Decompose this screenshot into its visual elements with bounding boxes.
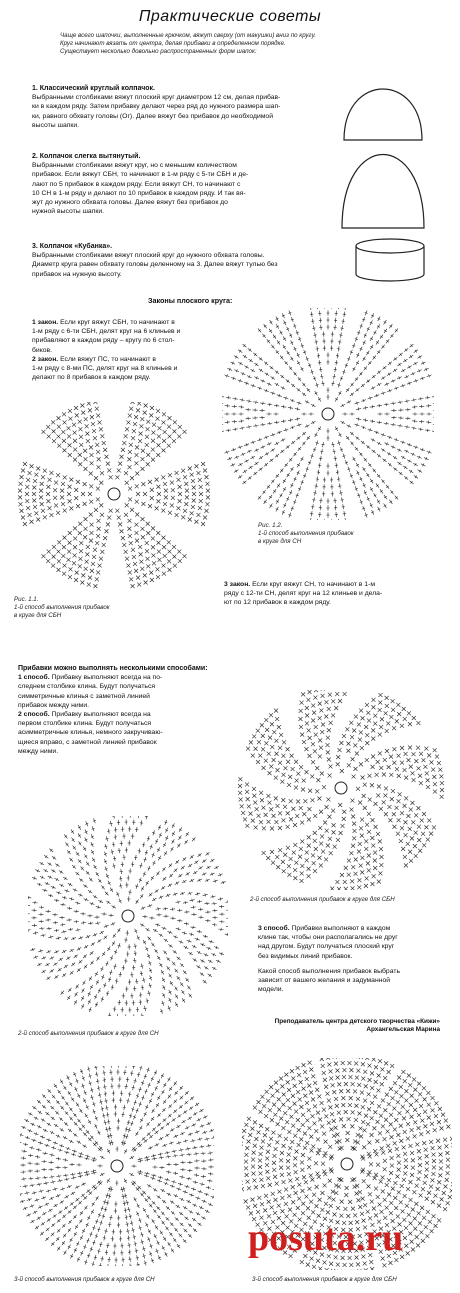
hat-1-line: ки в каждом ряду. Затем прибавку делают через ряд до нужного размера шап-	[32, 103, 281, 111]
hat-1-line: Выбранными столбиками вяжут плоский круг диаметром 12 см, делая прибав-	[32, 94, 281, 102]
hat-3-line: прибавок на нужную высоту.	[32, 270, 122, 278]
method-3-line: клине так, чтобы они располагались не друг	[258, 934, 398, 942]
fig-1-2-number: Рис. 1.2.	[258, 522, 283, 529]
law-1-line: биков.	[32, 346, 53, 354]
method-3-section	[258, 924, 454, 994]
hat-2-section	[32, 152, 322, 216]
fig-1-1-diagram	[14, 402, 214, 592]
author-name: Архангельская Марина	[366, 1026, 440, 1034]
method-1-line: симметричные клинья с заметной линией	[18, 692, 150, 700]
center-ring	[122, 910, 134, 922]
hat-3-heading: 3. Колпачок «Кубанка».	[32, 243, 113, 250]
intro-text	[60, 32, 410, 57]
method-2-label: 2 способ.	[18, 711, 50, 719]
fig-1-1-line: в круге для СБН	[14, 612, 62, 619]
hat-dome-drawing	[340, 82, 426, 144]
method-2-line: асимметричные клинья, немного закручиваю-	[18, 729, 163, 737]
law-1-line: прибавляют в каждом ряду – кругу по 6 стол-	[32, 337, 175, 345]
law-1-line: Если круг вяжут СБН, то начинают в	[58, 319, 175, 326]
choice-line: Какой способ выполнения прибавок выбрать	[258, 967, 400, 975]
fig-1-2-line: в круге для СН	[258, 538, 302, 545]
fig-1-2-diagram	[222, 308, 434, 520]
method-2-sn-diagram	[28, 816, 228, 1016]
method-2-line: между ними.	[18, 747, 59, 755]
choice-line: модели.	[258, 986, 284, 994]
hat-kubanka-drawing	[352, 236, 428, 284]
method-2-sbn-caption: 2-й способ выполнения прибавок в круге для СБН	[250, 896, 395, 903]
method-2-line: первом столбике клина. Будут получаться	[18, 720, 152, 728]
watermark: posuta.ru	[248, 1217, 404, 1259]
method-3-sn-diagram	[20, 1066, 214, 1266]
law-2-line: 1-м ряду с 8-ми ПС, делят круг на 8 клиньев и	[32, 365, 178, 373]
method-3-sn-caption: 3-й способ выполнения прибавок в круге для СН	[14, 1276, 155, 1283]
law-1-line: 1-м ряду с 6-ти СБН, делят круг на 6 клиньев и	[32, 328, 181, 336]
hat-2-line: Выбранными столбиками вяжут круг, но с меньшим количеством	[32, 162, 237, 170]
hat-3-line: Диаметр круга равен обхвату головы деленному на 3. Далее вяжут тулью без	[32, 261, 278, 269]
method-3-sbn-caption: 3-й способ выполнения прибавок в круге для СБН	[252, 1276, 397, 1283]
hat-3-section	[32, 242, 362, 279]
intro-line: Существует несколько довольно распространенных форм шапок:	[60, 48, 257, 56]
laws-heading: Законы плоского круга:	[148, 296, 233, 305]
hat-1-heading: 1. Классический круглый колпачок.	[32, 85, 155, 92]
hat-2-line: 10 СН в 1-м ряду и делают по 10 прибавок в каждом ряду. И так вя-	[32, 189, 246, 197]
law-2-line: Если вяжут ПС, то начинают в	[58, 355, 156, 363]
hat-3-line: Выбранными столбиками вяжут плоский круг до нужного обхвата головы.	[32, 252, 265, 260]
method-2-sbn-diagram	[236, 690, 446, 890]
hat-elongated-drawing	[338, 150, 428, 232]
author-block	[0, 1018, 440, 1035]
center-ring	[108, 488, 120, 500]
fig-1-1-number: Рис. 1.1.	[14, 596, 39, 603]
hat-2-line: жут до нужного обхвата головы. Далее вяжут без прибавок до	[32, 199, 228, 207]
center-ring	[335, 782, 347, 794]
method-2-line: Прибавку выполняют всегда на	[49, 711, 151, 719]
fig-1-2-line: 1-й способ выполнения прибавок	[258, 530, 354, 537]
method-1-label: 1 способ.	[18, 674, 50, 682]
page-title: Практические советы	[138, 8, 322, 25]
choice-line: зависит от вашего желания и задуманной	[258, 977, 391, 985]
method-3-line: Прибавки выполняют в каждом	[289, 925, 391, 932]
law-3-line: ряду с 12-ти СН, делят круг на 12 клиньев и дела-	[224, 590, 383, 598]
hat-2-line: нужной высоты шапки.	[32, 208, 105, 216]
hat-1-line: ки, равного обхвату головы (Ог). Далее вяжут без прибавок до необходимой	[32, 112, 273, 120]
center-ring	[341, 1158, 353, 1170]
author-affiliation: Преподаватель центра детского творчества «Кижи»	[274, 1018, 440, 1025]
law-2-line: делают по 8 прибавок в каждом ряду.	[32, 374, 151, 382]
hat-2-heading: 2. Колпачок слегка вытянутый.	[32, 153, 141, 160]
intro-line: Чаще всего шапочки, выполненные крючком, вяжут сверху (от макушки) вниз по кругу.	[60, 32, 316, 39]
method-3-line: над другом. Будут получаться плоский круг	[258, 943, 395, 951]
law-1-section	[32, 318, 222, 382]
method-2-line: щиеся вправо, с заметной линией прибавок	[18, 738, 157, 746]
methods-section	[18, 664, 208, 756]
hat-2-line: лают по 5 прибавок в каждом ряду. Если вяжут СН, то начинают с	[32, 180, 241, 188]
fig-1-1-caption	[14, 596, 110, 620]
method-3-line: без видимых линий прибавок.	[258, 952, 353, 960]
hat-1-line: высоты шапки.	[32, 121, 80, 129]
law-3-label: 3 закон.	[224, 581, 251, 588]
law-1-label: 1 закон.	[32, 319, 59, 326]
method-1-line: Прибавку выполняют всегда на по-	[49, 674, 163, 682]
hat-1-section	[32, 84, 322, 130]
method-2-sn-caption: 2-й способ выполнения прибавок в круге для СН	[18, 1030, 159, 1037]
fig-1-1-line: 1-й способ выполнения прибавок	[14, 604, 110, 611]
method-1-line: прибавок между ними.	[18, 701, 90, 709]
hat-2-line: прибавок. Если вяжут СБН, то начинают в 1-м ряду с 5-ти СБН и де-	[32, 171, 249, 179]
law-2-label: 2 закон.	[32, 355, 59, 363]
law-3-line: ют по 12 прибавок в каждом ряду.	[224, 599, 331, 607]
center-ring	[111, 1160, 123, 1172]
methods-heading: Прибавки можно выполнять несколькими способами:	[18, 665, 208, 672]
method-3-label: 3 способ.	[258, 925, 290, 932]
law-3-line: Если круг вяжут СН, то начинают в 1-м	[250, 581, 375, 588]
fig-1-2-caption	[258, 522, 354, 546]
method-1-line: следнем столбике клина. Будут получаться	[18, 683, 156, 691]
intro-line: Круг начинают вязать от центра, делая прибавки в определенном порядке.	[60, 40, 286, 48]
center-ring	[322, 408, 334, 420]
law-3-section	[224, 580, 450, 608]
